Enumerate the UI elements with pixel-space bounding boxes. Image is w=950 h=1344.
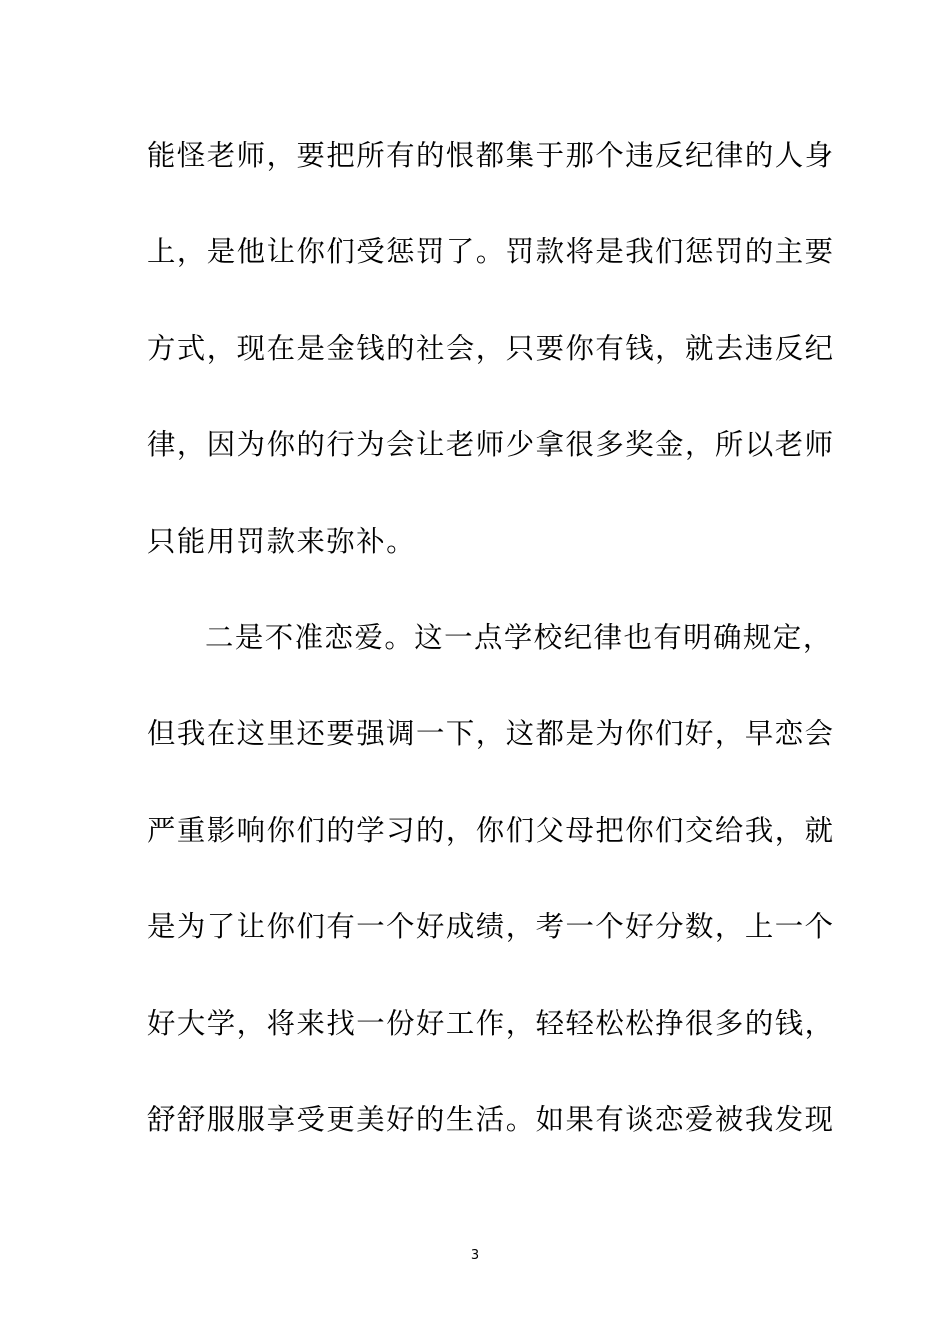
text-line: 方式，现在是金钱的社会，只要你有钱，就去违反纪: [147, 331, 835, 365]
text-line: 能怪老师，要把所有的恨都集于那个违反纪律的人身: [147, 139, 835, 172]
text-line: 严重影响你们的学习的，你们父母把你们交给我，就: [147, 813, 835, 847]
text-line: 上，是他让你们受惩罚了。罚款将是我们惩罚的主要: [147, 235, 835, 269]
text-line: 舒舒服服享受更美好的生活。如果有谈恋爱被我发现: [147, 1102, 835, 1136]
text-line: 律，因为你的行为会让老师少拿很多奖金，所以老师: [147, 428, 835, 462]
text-line: 但我在这里还要强调一下，这都是为你们好，早恋会: [147, 717, 835, 751]
text-line: 好大学，将来找一份好工作，轻轻松松挣很多的钱，: [147, 1006, 835, 1040]
body-text: [147, 126, 835, 1186]
text-line: 只能用罚款来弥补。: [147, 524, 417, 558]
page-number: 3: [470, 1248, 480, 1263]
paragraph-start-line: 二是不准恋爱。这一点学校纪律也有明确规定，: [205, 620, 833, 654]
text-line: 是为了让你们有一个好成绩，考一个好分数，上一个: [147, 910, 835, 944]
